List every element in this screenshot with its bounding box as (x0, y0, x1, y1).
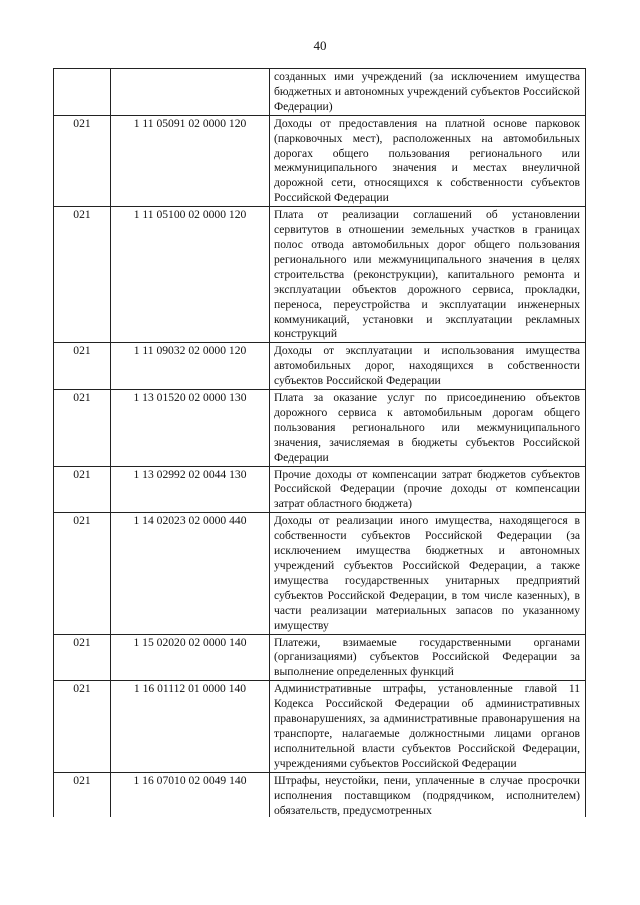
description-cell: Плата от реализации соглашений об установлении сервитутов в отношении земельных участков в границах полос отвода автомобильных дорог общего пользования регионального или межмуниципального значения в целях строительства (реконструкции), капитального ремонта и эксплуатации объектов дорожного сервиса, прокладки, переноса, переустройства и эксплуатации инженерных коммуникаций, установки и эксплуатации рекламных конструкций (270, 207, 586, 343)
table-row (54, 207, 586, 343)
admin-code-cell: 021 (54, 772, 111, 817)
kbk-code-cell: 1 13 02992 02 0044 130 (111, 466, 270, 513)
kbk-code-cell: 1 14 02023 02 0000 440 (111, 513, 270, 634)
table-row (54, 69, 586, 116)
kbk-code-cell (111, 69, 270, 116)
table-row (54, 513, 586, 634)
description-cell: Доходы от предоставления на платной основе парковок (парковочных мест), расположенных на автомобильных дорогах общего пользования регионального или межмуниципального значения и местах внеуличной дорожной сети, относящихся к собственности субъектов Российской Федерации (270, 115, 586, 206)
kbk-code-cell: 1 11 05100 02 0000 120 (111, 207, 270, 343)
kbk-code-cell: 1 16 01112 01 0000 140 (111, 681, 270, 772)
page-number: 40 (313, 38, 327, 53)
admin-code-cell: 021 (54, 343, 111, 390)
table-row (54, 466, 586, 513)
description-cell: Доходы от реализации иного имущества, находящегося в собственности субъектов Российской Федерации (за исключением имущества бюджетных и автономных учреждений субъектов Российской Федерации, а также имущества государственных унитарных предприятий субъектов Российской Федерации, в том числе казенных), в части реализации материальных запасов по указанному имуществу (270, 513, 586, 634)
admin-code-cell: 021 (54, 634, 111, 681)
kbk-code-cell: 1 11 09032 02 0000 120 (111, 343, 270, 390)
description-cell: созданных ими учреждений (за исключением имущества бюджетных и автономных учреждений субъектов Российской Федерации) (270, 69, 586, 116)
description-cell: Прочие доходы от компенсации затрат бюджетов субъектов Российской Федерации (прочие доходы от компенсации затрат областного бюджета) (270, 466, 586, 513)
revenue-codes-table (53, 68, 586, 817)
table-row (54, 772, 586, 817)
kbk-code-cell: 1 11 05091 02 0000 120 (111, 115, 270, 206)
admin-code-cell: 021 (54, 466, 111, 513)
admin-code-cell: 021 (54, 390, 111, 467)
admin-code-cell: 021 (54, 681, 111, 772)
kbk-code-cell: 1 15 02020 02 0000 140 (111, 634, 270, 681)
table-row (54, 634, 586, 681)
admin-code-cell: 021 (54, 513, 111, 634)
description-cell: Платежи, взимаемые государственными органами (организациями) субъектов Российской Федерации за выполнение определенных функций (270, 634, 586, 681)
description-cell: Доходы от эксплуатации и использования имущества автомобильных дорог, находящихся в собственности субъектов Российской Федерации (270, 343, 586, 390)
description-cell: Плата за оказание услуг по присоединению объектов дорожного сервиса к автомобильным дорогам общего пользования регионального или межмуниципального значения, зачисляемая в бюджеты субъектов Российской Федерации (270, 390, 586, 467)
table-row (54, 390, 586, 467)
description-text: Штрафы, неустойки, пени, уплаченные в случае просрочки исполнения поставщиком (подрядчиком, исполнителем) обязательств, предусмотренных (274, 773, 580, 817)
description-cell (270, 772, 586, 817)
table-row (54, 681, 586, 772)
table-row (54, 343, 586, 390)
admin-code-cell (54, 69, 111, 116)
table-row (54, 115, 586, 206)
kbk-code-cell: 1 16 07010 02 0049 140 (111, 772, 270, 817)
kbk-code-cell: 1 13 01520 02 0000 130 (111, 390, 270, 467)
admin-code-cell: 021 (54, 115, 111, 206)
admin-code-cell: 021 (54, 207, 111, 343)
description-cell: Административные штрафы, установленные главой 11 Кодекса Российской Федерации об административных правонарушениях, за административные правонарушения на транспорте, налагаемые должностными лицами органов исполнительной власти субъектов Российской Федерации, учреждениями субъектов Российской Федерации (270, 681, 586, 772)
